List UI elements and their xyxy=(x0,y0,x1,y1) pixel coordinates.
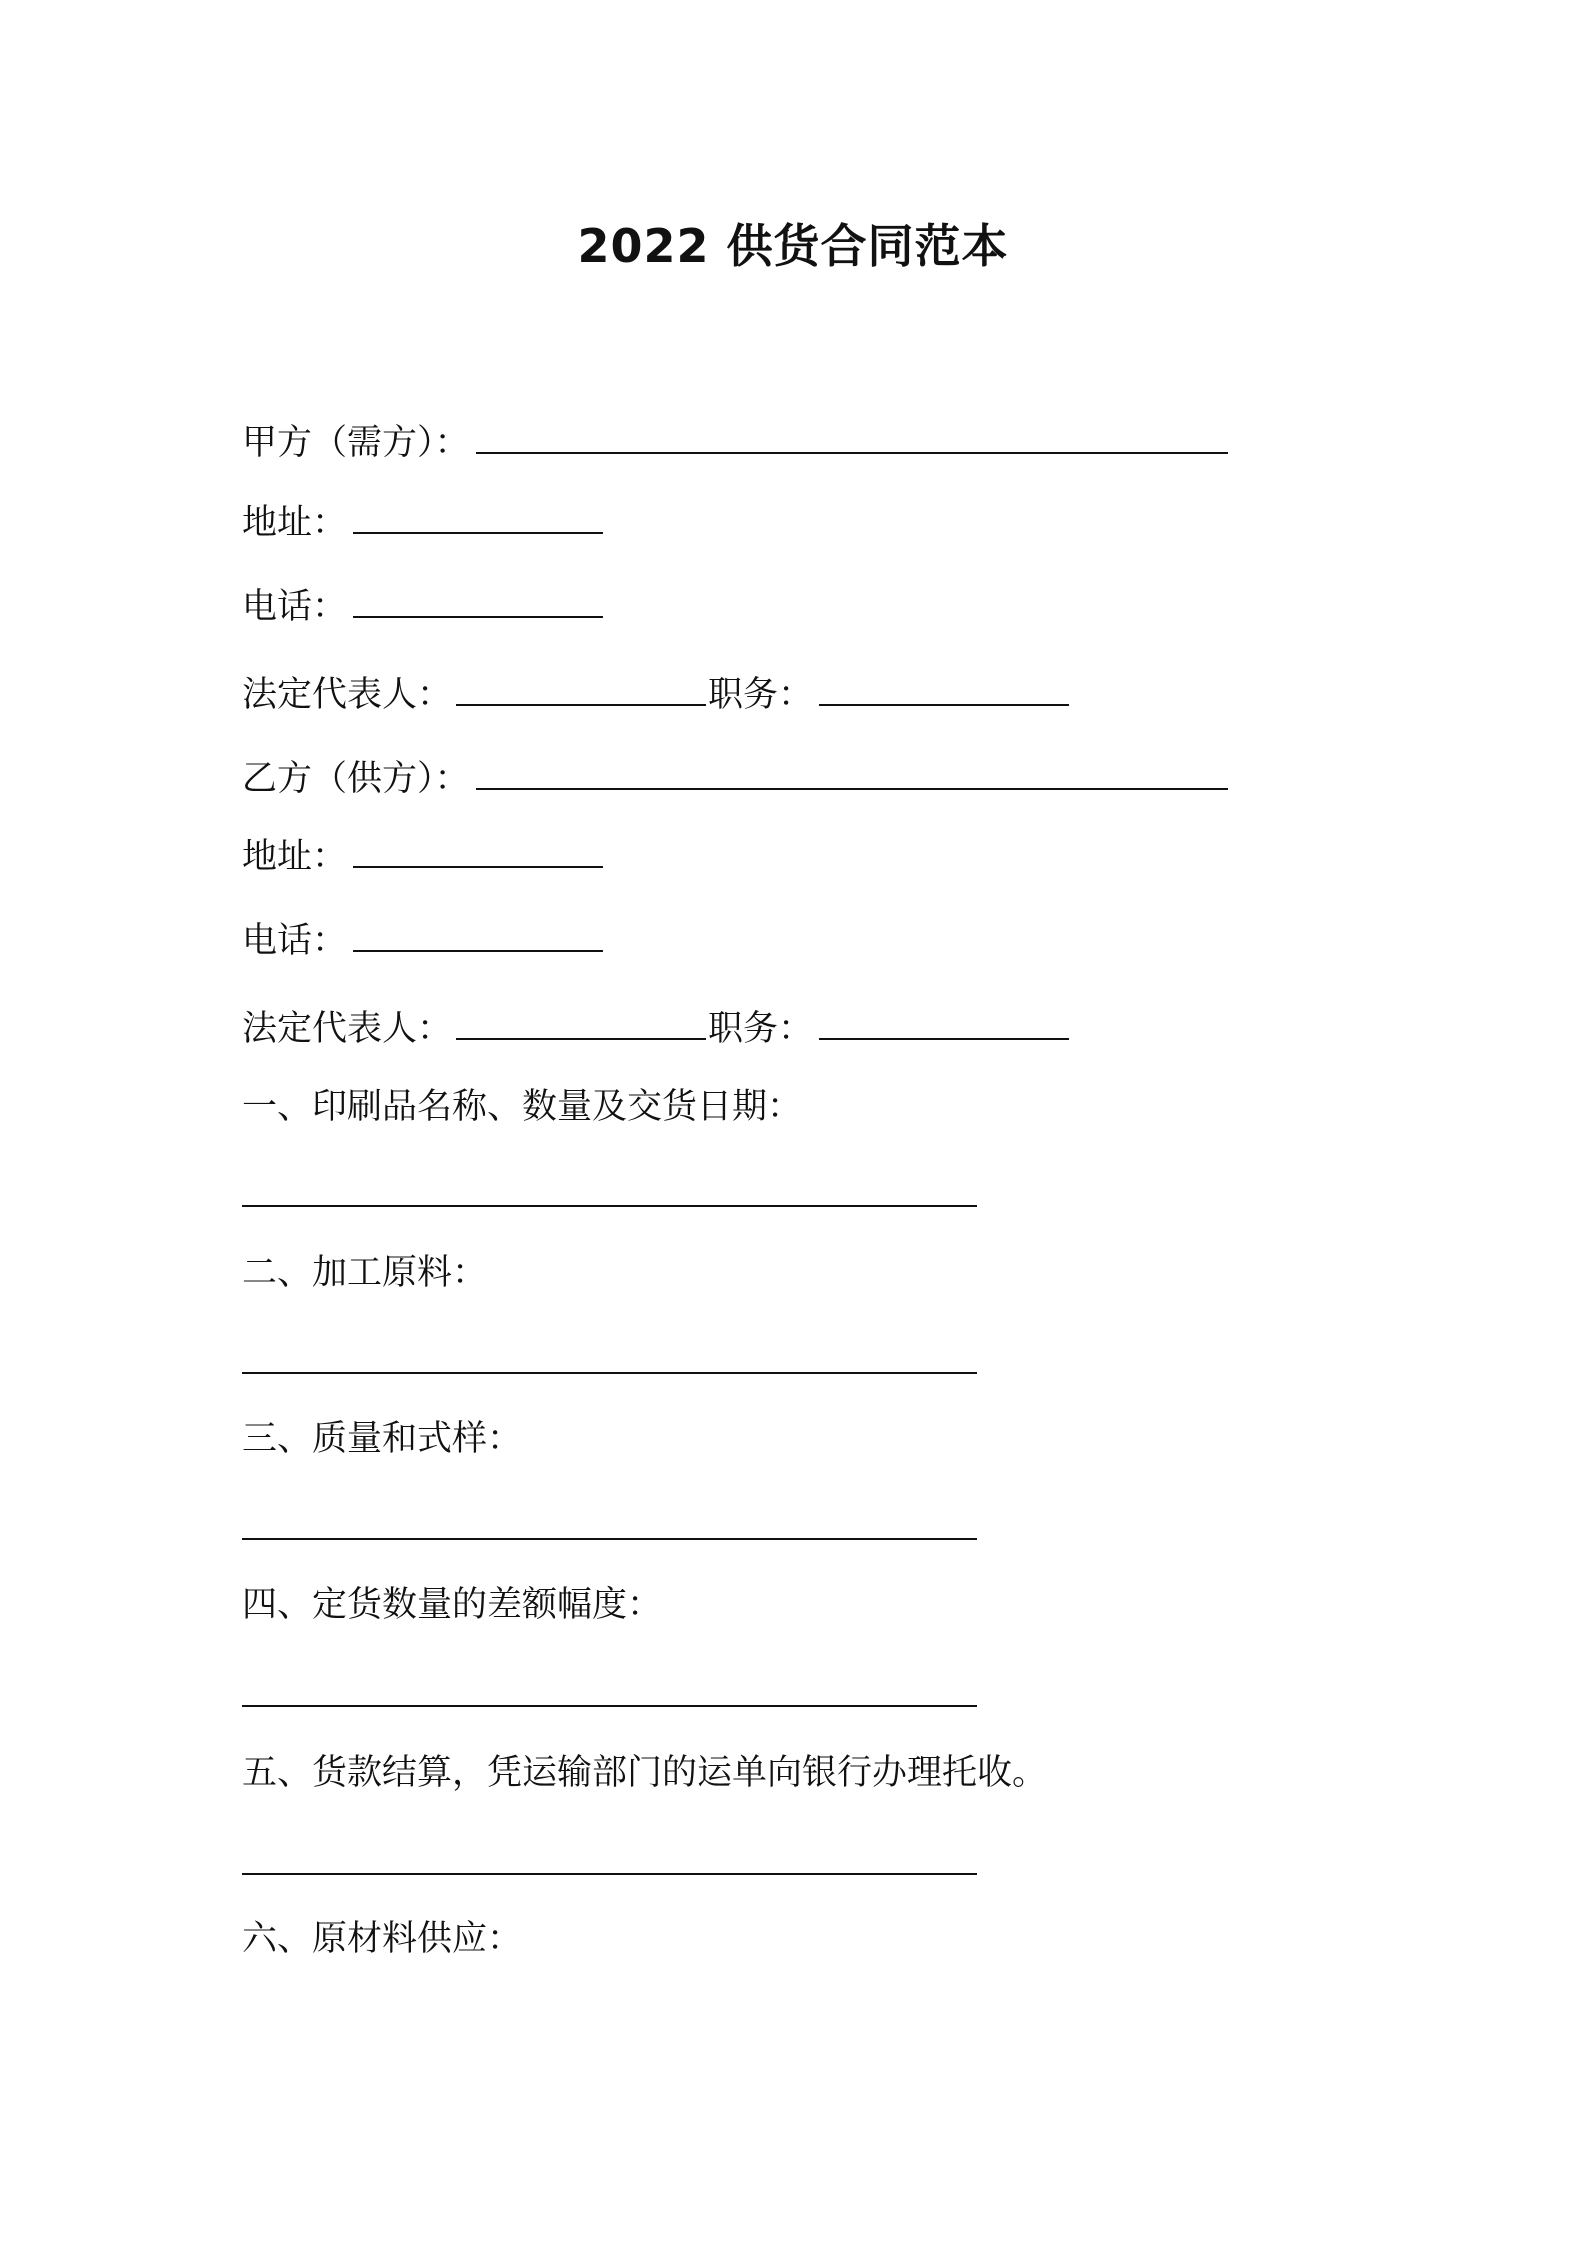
party-a-name-field[interactable] xyxy=(476,416,1228,454)
clause-4-blank[interactable] xyxy=(242,1705,977,1707)
clause-5: 五、货款结算，凭运输部门的运单向银行办理托收。 xyxy=(242,1753,1048,1793)
party-b-position-label: 职务： xyxy=(708,1009,814,1049)
party-a-address-label: 地址： xyxy=(242,503,348,543)
party-b-phone-line xyxy=(242,914,603,966)
clause-1: 一、印刷品名称、数量及交货日期： xyxy=(242,1087,803,1127)
clause-2: 二、加工原料： xyxy=(242,1253,488,1293)
clause-6: 六、原材料供应： xyxy=(242,1919,523,1959)
party-b-line xyxy=(242,752,1228,804)
party-a-address-field[interactable] xyxy=(353,496,603,534)
party-b-rep-field[interactable] xyxy=(456,1002,706,1040)
party-b-label: 乙方（供方）： xyxy=(242,759,470,799)
party-b-address-label: 地址： xyxy=(242,837,348,877)
clause-3: 三、质量和式样： xyxy=(242,1419,523,1459)
party-b-address-field[interactable] xyxy=(353,830,603,868)
party-b-phone-label: 电话： xyxy=(242,921,348,961)
clause-1-blank[interactable] xyxy=(242,1205,977,1207)
party-a-position-label: 职务： xyxy=(708,675,814,715)
clause-2-blank[interactable] xyxy=(242,1372,977,1374)
party-a-phone-field[interactable] xyxy=(353,580,603,618)
party-b-phone-field[interactable] xyxy=(353,914,603,952)
clause-3-blank[interactable] xyxy=(242,1538,977,1540)
party-b-position-field[interactable] xyxy=(819,1002,1069,1040)
party-b-rep-label: 法定代表人： xyxy=(242,1009,453,1049)
party-b-rep-line xyxy=(242,1002,1069,1054)
party-a-phone-label: 电话： xyxy=(242,587,348,627)
document-title: 2022 供货合同范本 xyxy=(577,219,1009,273)
clause-4: 四、定货数量的差额幅度： xyxy=(242,1585,663,1625)
party-a-rep-field[interactable] xyxy=(456,668,706,706)
clause-5-blank[interactable] xyxy=(242,1873,977,1875)
party-a-line xyxy=(242,416,1228,468)
party-a-address-line xyxy=(242,496,603,548)
party-b-name-field[interactable] xyxy=(476,752,1228,790)
party-b-address-line xyxy=(242,830,603,882)
party-a-position-field[interactable] xyxy=(819,668,1069,706)
party-a-phone-line xyxy=(242,580,603,632)
party-a-rep-line xyxy=(242,668,1069,720)
party-a-rep-label: 法定代表人： xyxy=(242,675,453,715)
party-a-label: 甲方（需方）： xyxy=(242,423,470,463)
